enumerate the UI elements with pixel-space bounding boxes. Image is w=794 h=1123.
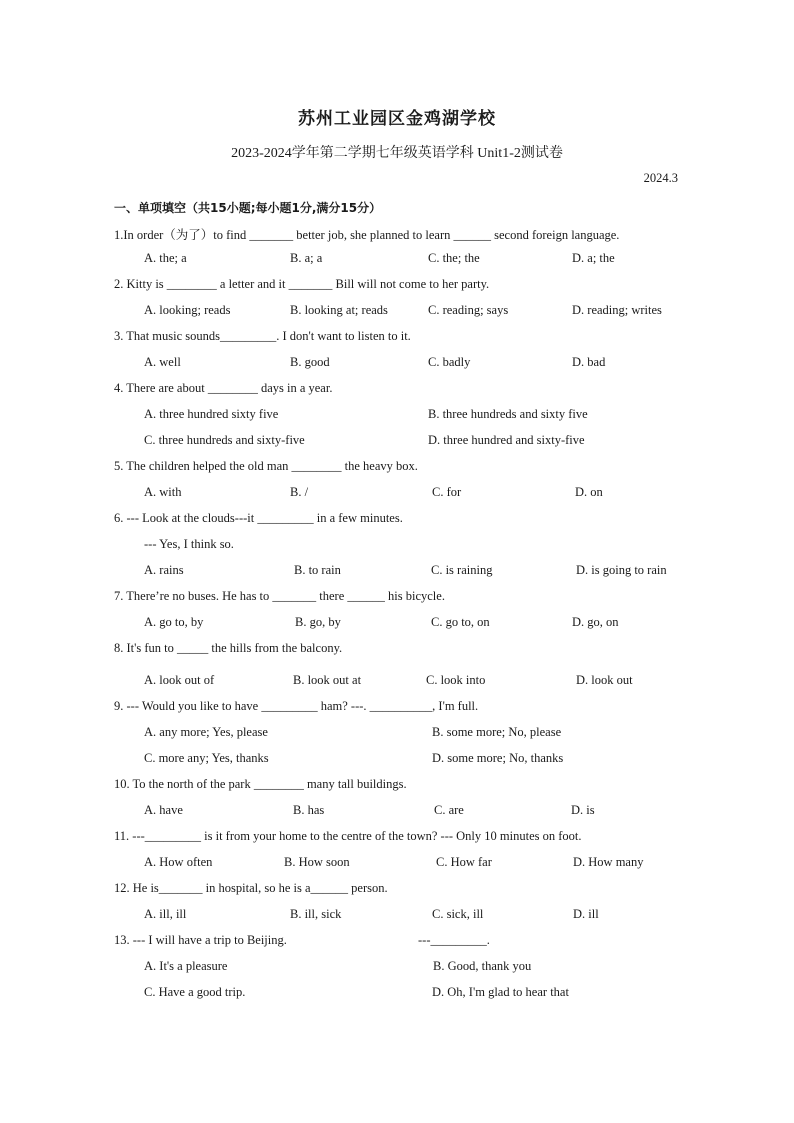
question-stem: 7. There’re no buses. He has to _______ there ______ his bicycle.	[114, 589, 445, 603]
option-c: C. badly	[428, 355, 471, 369]
option-d: D. reading; writes	[572, 303, 662, 317]
question-options	[0, 673, 794, 691]
option-c: C. look into	[426, 673, 486, 687]
option-c: C. is raining	[431, 563, 493, 577]
question-stem: 3. That music sounds_________. I don't want to listen to it.	[114, 329, 411, 343]
question-options	[0, 355, 794, 373]
option-d: D. is	[571, 803, 595, 817]
option-a: A. the; a	[144, 251, 187, 265]
question-stem: 9. --- Would you like to have _________ ham? ---. __________, I'm full.	[114, 699, 479, 713]
question-stem: 8. It's fun to _____ the hills from the balcony.	[114, 641, 343, 655]
question-options	[0, 855, 794, 873]
option-b: B. to rain	[294, 563, 341, 577]
option-c: C. sick, ill	[432, 907, 484, 921]
option-a: A. three hundred sixty five	[144, 407, 279, 421]
option-a: A. look out of	[144, 673, 215, 687]
option-d: D. Oh, I'm glad to hear that	[432, 985, 569, 999]
option-c: C. for	[432, 485, 462, 499]
option-b: B. some more; No, please	[432, 725, 562, 739]
question-stem: 1.In order（为了）to find _______ better job, she planned to learn ______ second foreign language.	[114, 228, 620, 242]
option-c: C. three hundreds and sixty-five	[144, 433, 305, 447]
question-options	[0, 985, 794, 1003]
option-b: B. a; a	[290, 251, 323, 265]
question-options	[0, 615, 794, 633]
exam-date: 2024.3	[643, 171, 678, 185]
option-d: D. How many	[573, 855, 644, 869]
question-options	[0, 725, 794, 743]
option-d: D. is going to rain	[576, 563, 667, 577]
question-stem: 2. Kitty is ________ a letter and it _______ Bill will not come to her party.	[114, 277, 490, 291]
option-c: C. Have a good trip.	[144, 985, 246, 999]
exam-subtitle: 2023-2024学年第二学期七年级英语学科 Unit1-2测试卷	[231, 146, 563, 161]
option-d: D. bad	[572, 355, 606, 369]
option-b: B. look out at	[293, 673, 362, 687]
option-a: A. well	[144, 355, 181, 369]
option-b: B. /	[290, 485, 309, 499]
option-a: A. go to, by	[144, 615, 204, 629]
question-options	[0, 251, 794, 269]
option-d: D. look out	[576, 673, 633, 687]
question-options	[0, 433, 794, 451]
question-options	[0, 959, 794, 977]
option-d: D. some more; No, thanks	[432, 751, 564, 765]
question-options	[0, 563, 794, 581]
option-b: B. has	[293, 803, 325, 817]
option-a: A. any more; Yes, please	[144, 725, 268, 739]
question-stem: 12. He is_______ in hospital, so he is a______ person.	[114, 881, 388, 895]
option-b: B. Good, thank you	[433, 959, 532, 973]
option-b: B. go, by	[295, 615, 341, 629]
option-d: D. three hundred and sixty-five	[428, 433, 585, 447]
option-b: B. looking at; reads	[290, 303, 388, 317]
option-b: B. ill, sick	[290, 907, 342, 921]
question-stem: 5. The children helped the old man ________ the heavy box.	[114, 459, 418, 473]
question-stem: 13. --- I will have a trip to Beijing. ---_________.	[114, 933, 490, 947]
section-title: 一、单项填空（共15小题;每小题1分,满分15分）	[114, 201, 382, 215]
option-a: A. looking; reads	[144, 303, 231, 317]
option-c: C. How far	[436, 855, 492, 869]
question-options	[0, 803, 794, 821]
option-d: D. a; the	[572, 251, 615, 265]
question-stem: 6. --- Look at the clouds---it _________ in a few minutes.	[114, 511, 403, 525]
option-a: A. with	[144, 485, 182, 499]
question-stem: 4. There are about ________ days in a year.	[114, 381, 333, 395]
option-a: A. have	[144, 803, 183, 817]
question-dialogue: --- Yes, I think so.	[144, 537, 234, 551]
question-options	[0, 407, 794, 425]
option-b: B. How soon	[284, 855, 350, 869]
option-a: A. ill, ill	[144, 907, 187, 921]
question-options	[0, 907, 794, 925]
question-stem: 10. To the north of the park ________ many tall buildings.	[114, 777, 407, 791]
option-a: A. It's a pleasure	[144, 959, 228, 973]
question-options	[0, 751, 794, 769]
option-c: C. the; the	[428, 251, 480, 265]
school-name: 苏州工业园区金鸡湖学校	[298, 109, 496, 129]
option-a: A. rains	[144, 563, 184, 577]
question-options	[0, 303, 794, 321]
question-stem: 11. ---_________ is it from your home to the centre of the town? --- Only 10 minutes on foot.	[114, 829, 582, 843]
option-c: C. go to, on	[431, 615, 490, 629]
option-b: B. good	[290, 355, 330, 369]
option-d: D. ill	[573, 907, 599, 921]
option-c: C. reading; says	[428, 303, 509, 317]
question-options	[0, 485, 794, 503]
option-d: D. go, on	[572, 615, 619, 629]
option-a: A. How often	[144, 855, 213, 869]
option-c: C. more any; Yes, thanks	[144, 751, 269, 765]
question-reply: ---_________.	[418, 933, 490, 947]
option-d: D. on	[575, 485, 603, 499]
option-b: B. three hundreds and sixty five	[428, 407, 588, 421]
option-c: C. are	[434, 803, 464, 817]
